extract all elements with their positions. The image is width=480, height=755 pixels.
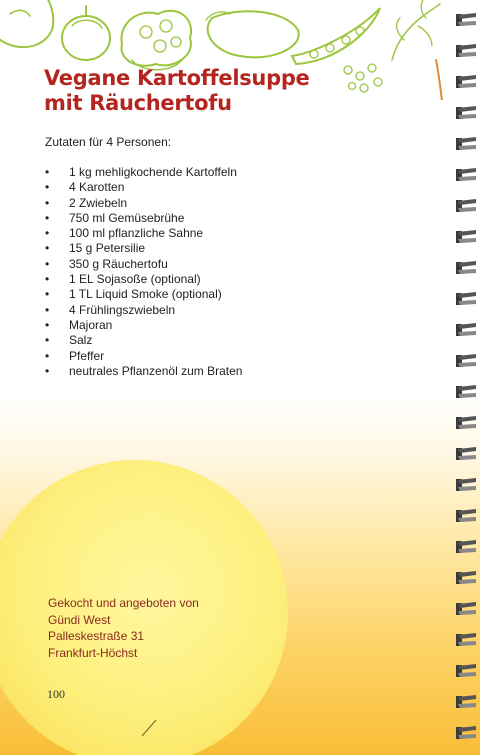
bullet-icon: • <box>45 317 50 332</box>
ingredient-item <box>45 349 242 364</box>
bullet-icon: • <box>45 333 50 348</box>
binding-ring <box>456 602 476 615</box>
recipe-title-line1: Vegane Kartoffelsuppe <box>44 66 310 90</box>
binding-ring <box>456 633 476 646</box>
ingredient-item <box>45 211 242 226</box>
ingredient-item <box>45 303 242 318</box>
bullet-icon: • <box>45 348 50 363</box>
binding-ring <box>456 13 476 26</box>
ingredient-text: Salz <box>69 333 93 348</box>
binding-ring <box>456 199 476 212</box>
credits-line: Gekocht und angeboten von <box>48 596 199 610</box>
binding-ring <box>456 323 476 336</box>
credits-block <box>48 595 199 661</box>
ingredient-item <box>45 241 242 256</box>
ingredient-text: 350 g Räuchertofu <box>69 256 168 271</box>
credits-name: Gündi West <box>48 612 111 627</box>
recipe-title-line2: mit Räuchertofu <box>44 91 232 115</box>
ingredient-item <box>45 318 242 333</box>
ingredient-list <box>45 165 242 379</box>
binding-ring <box>456 540 476 553</box>
ingredient-text: 2 Zwiebeln <box>69 195 128 210</box>
credits-city: Frankfurt-Höchst <box>48 645 138 660</box>
bullet-icon: • <box>45 287 50 302</box>
binding-ring <box>456 385 476 398</box>
binding-ring <box>456 261 476 274</box>
bullet-icon: • <box>45 195 50 210</box>
ingredient-item <box>45 333 242 348</box>
ingredient-item <box>45 180 242 195</box>
ingredient-text: Pfeffer <box>69 348 105 363</box>
binding-ring <box>456 168 476 181</box>
binding-ring <box>456 106 476 119</box>
ingredient-text: Majoran <box>69 317 113 332</box>
ingredient-text: neutrales Pflanzenöl zum Braten <box>69 363 243 378</box>
ingredient-item <box>45 364 242 379</box>
ingredient-text: 15 g Petersilie <box>69 241 146 256</box>
binding-ring <box>456 75 476 88</box>
ingredient-text: 4 Karotten <box>69 180 125 195</box>
binding-ring <box>456 571 476 584</box>
ingredient-text: 750 ml Gemüsebrühe <box>69 210 185 225</box>
ingredient-item <box>45 257 242 272</box>
ingredient-text: 4 Frühlingszwiebeln <box>69 302 176 317</box>
bullet-icon: • <box>45 226 50 241</box>
bullet-icon: • <box>45 180 50 195</box>
bullet-icon: • <box>45 302 50 317</box>
ingredient-text: 1 TL Liquid Smoke (optional) <box>69 287 222 302</box>
credits-street: Palleskestraße 31 <box>48 629 145 643</box>
recipe-title <box>44 66 310 116</box>
binding-ring <box>456 230 476 243</box>
ingredient-text: 1 EL Sojasoße (optional) <box>69 272 201 287</box>
binding-ring <box>456 354 476 367</box>
servings-intro: Zutaten für 4 Personen: <box>45 135 172 149</box>
ingredient-item <box>45 226 242 241</box>
binding-ring <box>456 695 476 708</box>
binding-ring <box>456 44 476 57</box>
binding-ring <box>456 292 476 305</box>
binding-ring <box>456 137 476 150</box>
binding-ring <box>456 509 476 522</box>
ingredient-item <box>45 165 242 180</box>
bullet-icon: • <box>45 210 50 225</box>
bullet-icon: • <box>45 241 50 256</box>
spiral-binding-icon <box>452 0 480 755</box>
bullet-icon: • <box>45 363 50 378</box>
bullet-icon: • <box>45 256 50 271</box>
binding-ring <box>456 447 476 460</box>
ingredient-item <box>45 287 242 302</box>
ingredient-text: 1 kg mehligkochende Kartoffeln <box>69 165 237 179</box>
pen-mark-icon <box>140 716 160 738</box>
bullet-icon: • <box>45 272 50 287</box>
binding-ring <box>456 726 476 739</box>
binding-ring <box>456 664 476 677</box>
page-number: 100 <box>47 687 65 701</box>
ingredient-item <box>45 272 242 287</box>
binding-ring <box>456 478 476 491</box>
ingredient-item <box>45 196 242 211</box>
bullet-icon: • <box>45 165 50 179</box>
ingredient-text: 100 ml pflanzliche Sahne <box>69 226 204 241</box>
binding-ring <box>456 416 476 429</box>
